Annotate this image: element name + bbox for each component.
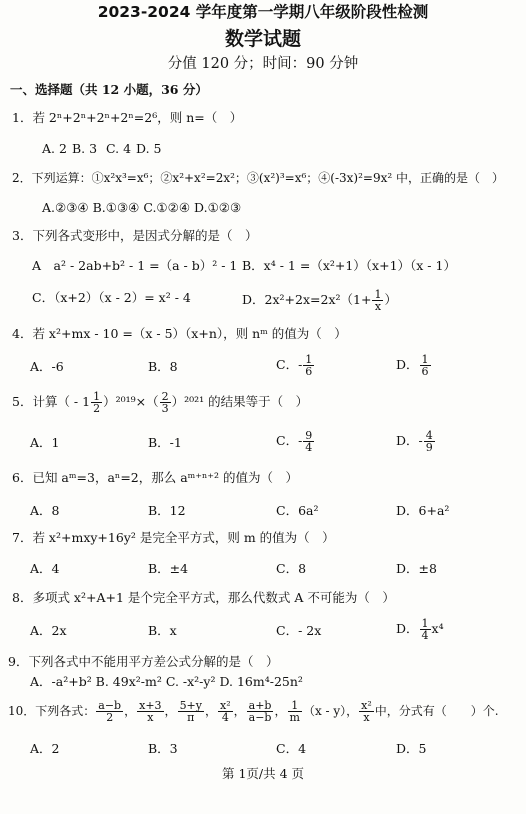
- question-3-stem: 3．下列各式变形中，是因式分解的是（ ）: [12, 228, 258, 243]
- denominator: 6: [421, 365, 429, 378]
- numerator: x+3: [139, 699, 162, 712]
- page-footer: 第 1页/共 4 页: [221, 766, 305, 781]
- numerator: 5+y: [179, 699, 202, 712]
- denominator: x: [374, 300, 382, 313]
- option-c: C．4: [276, 741, 307, 756]
- option-d-suffix: ）: [384, 292, 397, 307]
- question-4-options: [30, 354, 500, 382]
- denominator: 2: [93, 402, 101, 415]
- question-2-stem: 2．下列运算：①x²x³=x⁶；②x²+x²=2x²；③(x²)³=x⁶；④(-3x)²=9x² 中，正确的是（ ）: [12, 171, 505, 185]
- denominator: x: [363, 711, 370, 724]
- option-c: [276, 354, 315, 377]
- question-4-stem: 4．若 x²+mx - 10 =（x - 5）（x+n），则 nᵐ 的值为（ ）: [12, 326, 347, 341]
- option-c-prefix: C．-: [276, 357, 303, 372]
- option-d-suffix: x⁴: [431, 621, 444, 636]
- stem-suffix: ）²⁰²¹ 的结果等于（ ）: [171, 394, 309, 409]
- fraction: [96, 700, 123, 723]
- question-5-options: [30, 430, 500, 458]
- stem-suffix: 中，分式有（ ）个.: [374, 704, 499, 718]
- option-b: B．x: [148, 623, 177, 638]
- question-3-option-c: C．（x+2）（x - 2）= x² - 4: [32, 290, 191, 305]
- option-a: A．1: [30, 435, 60, 450]
- numerator: 4: [425, 429, 433, 442]
- fraction: [420, 354, 431, 377]
- question-8-stem: 8．多项式 x²+A+1 是个完全平方式，那么代数式 A 不可能为（ ）: [12, 590, 395, 605]
- fraction: [303, 430, 314, 453]
- denominator: 4: [221, 711, 229, 724]
- denominator: 9: [425, 441, 433, 454]
- option-a: A．2: [30, 741, 60, 756]
- option-d-prefix: D．: [396, 357, 419, 372]
- stem-prefix: 5．计算（ - 1: [12, 394, 91, 409]
- option-b: B．12: [148, 503, 186, 518]
- question-7-options: [30, 560, 500, 582]
- numerator: 1: [93, 390, 101, 403]
- question-3-option-a: A a² - 2ab+b² - 1 =（a - b）² - 1: [32, 258, 238, 273]
- option-a: A. 2: [42, 141, 67, 156]
- numerator: 1: [374, 288, 382, 301]
- denominator: x: [147, 711, 154, 724]
- option-d: [396, 618, 444, 641]
- option-a: A．2x: [30, 623, 67, 638]
- option-b: B．-1: [148, 435, 182, 450]
- denominator: 2: [106, 711, 114, 724]
- option-b: B．8: [148, 359, 178, 374]
- numerator: a+b: [248, 699, 272, 712]
- section-heading: 一、选择题（共 12 小题，36 分）: [10, 82, 208, 97]
- option-d-prefix: D．2x²+2x=2x²（1+: [242, 292, 372, 307]
- question-6-stem: 6．已知 aᵐ=3，aⁿ=2，那么 aᵐ⁺ⁿ⁺² 的值为（ ）: [12, 470, 298, 485]
- denominator: π: [187, 711, 195, 724]
- fraction: [218, 700, 233, 723]
- fraction: [288, 700, 302, 723]
- question-9-stem: 9．下列各式中不能用平方差公式分解的是（ ）: [8, 654, 279, 669]
- option-d: D．6+a²: [396, 503, 450, 518]
- option-c: [276, 430, 315, 453]
- question-3-option-b: B．x⁴ - 1 =（x²+1）（x+1）（x - 1）: [242, 258, 456, 273]
- option-d: [396, 354, 432, 377]
- exam-title: 2023-2024 学年度第一学期八年级阶段性检测: [97, 3, 429, 21]
- option-d: [396, 430, 436, 453]
- numerator: 1: [421, 617, 429, 630]
- numerator: 1: [421, 353, 429, 366]
- question-1-stem: 1．若 2ⁿ+2ⁿ+2ⁿ+2ⁿ=2⁶，则 n=（ ）: [12, 110, 243, 125]
- numerator: x²: [220, 699, 231, 712]
- numerator: 1: [288, 700, 302, 712]
- question-1-options: [30, 140, 500, 162]
- fraction: [303, 354, 314, 377]
- option-a: A．8: [30, 503, 60, 518]
- fraction: [372, 289, 383, 312]
- question-5-stem: [12, 390, 308, 414]
- fraction: [160, 391, 171, 414]
- option-c: C．6a²: [276, 503, 319, 518]
- option-b: B．3: [148, 741, 178, 756]
- fraction: [424, 430, 435, 453]
- option-d-prefix: D．-: [396, 433, 423, 448]
- option-c: C．- 2x: [276, 623, 322, 638]
- option-a: A．4: [30, 561, 60, 576]
- option-b: B. 3: [72, 141, 98, 156]
- numerator: 9: [305, 429, 313, 442]
- denominator: m: [289, 711, 300, 724]
- numerator: 2: [161, 390, 169, 403]
- option-c: C. 4: [106, 141, 132, 156]
- fraction: [178, 700, 204, 723]
- option-d: D. 5: [136, 141, 162, 156]
- denominator: 6: [305, 365, 313, 378]
- stem-middle: （x - y），: [302, 704, 359, 718]
- exam-subject: 数学试题: [224, 28, 301, 50]
- fraction: [247, 700, 274, 723]
- denominator: 3: [161, 402, 169, 415]
- denominator: 4: [305, 441, 313, 454]
- question-2-options: A.②③④ B.①③④ C.①②④ D.①②③: [42, 200, 242, 215]
- denominator: 4: [421, 629, 429, 642]
- option-c-prefix: C．-: [276, 433, 303, 448]
- fraction: [420, 618, 431, 641]
- numerator: x²: [361, 699, 372, 712]
- denominator: a−b: [248, 711, 272, 724]
- question-7-stem: 7．若 x²+mxy+16y² 是完全平方式，则 m 的值为（ ）: [12, 530, 335, 545]
- question-3-option-d: [242, 288, 397, 312]
- score-time: 分值 120 分；时间：90 分钟: [167, 56, 359, 72]
- fraction: [91, 391, 102, 414]
- option-c: C．8: [276, 561, 307, 576]
- fraction: [359, 700, 374, 723]
- question-9-options: A．-a²+b² B. 49x²-m² C. -x²-y² D. 16m⁴-25n²: [30, 674, 303, 689]
- option-d-prefix: D．: [396, 621, 419, 636]
- stem-middle: ）²⁰¹⁹×（: [103, 394, 159, 409]
- question-6-options: [30, 502, 500, 524]
- stem-label: 10．下列各式：: [8, 704, 96, 718]
- numerator: a−b: [98, 699, 122, 712]
- option-d: D．5: [396, 741, 427, 756]
- option-b: B．±4: [148, 561, 189, 576]
- option-d: D．±8: [396, 561, 437, 576]
- question-8-options: [30, 618, 500, 646]
- option-a: A．-6: [30, 359, 64, 374]
- numerator: 1: [305, 353, 313, 366]
- fraction: [137, 700, 163, 723]
- question-10-stem: 10．下列各式： $\frac{a-b}{2}$ ， $\frac{x+3}{x}$ ， $\frac{5+y}{\pi}$ ， $\frac{\text{x²}}{4}$ ， $\frac{a+b}{a-b}$ ， $\frac{1}{m}$ （x - y）， $\frac{\text{x²}}{x}$ 中，分式有（ ）个.: [8, 699, 499, 724]
- question-10-options: [30, 740, 500, 762]
